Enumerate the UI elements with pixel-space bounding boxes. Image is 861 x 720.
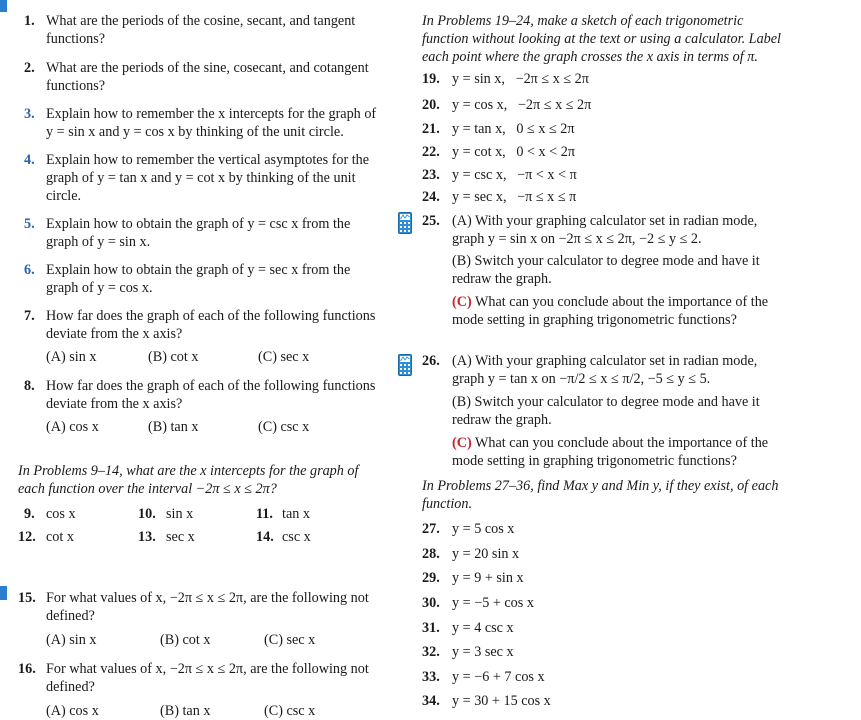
problem-number: 9. bbox=[24, 506, 35, 522]
problem-number: 16. bbox=[18, 661, 36, 677]
problem-text: Explain how to obtain the graph of y = csc x from the graph of y = sin x. bbox=[46, 216, 351, 250]
problem-text: For what values of x, −2π ≤ x ≤ 2π, are the following not defined? bbox=[46, 661, 369, 695]
problem-number: 15. bbox=[18, 590, 36, 606]
problem-text: sin x bbox=[166, 506, 194, 522]
part-c bbox=[452, 434, 788, 470]
problem-text: y = sec x, −π ≤ x ≤ π bbox=[452, 189, 577, 205]
problem-number: 5. bbox=[24, 216, 35, 232]
option-c: (C) sec x bbox=[264, 632, 316, 648]
problem-number: 3. bbox=[24, 106, 35, 122]
problem-text: y = 5 cos x bbox=[452, 521, 515, 537]
problem-text: y = cot x, 0 < x < 2π bbox=[452, 144, 575, 160]
part-c-text: What can you conclude about the importance of the mode setting in graphing trigonometric functions? bbox=[452, 294, 769, 328]
problem-text: y = 20 sin x bbox=[452, 546, 520, 562]
option-b: (B) tan x bbox=[160, 703, 211, 719]
problem-number: 33. bbox=[422, 669, 440, 685]
problem-text: y = cos x, −2π ≤ x ≤ 2π bbox=[452, 97, 592, 113]
problem-number: 30. bbox=[422, 595, 440, 611]
problem-number: 28. bbox=[422, 546, 440, 562]
margin-bar bbox=[0, 0, 7, 12]
option-b: (B) tan x bbox=[148, 419, 199, 435]
problem-text: csc x bbox=[282, 529, 311, 545]
problem-number: 19. bbox=[422, 71, 440, 87]
problem-number: 31. bbox=[422, 620, 440, 636]
option-c: (C) sec x bbox=[258, 349, 310, 365]
problem-number: 11. bbox=[256, 506, 273, 522]
problem-number: 27. bbox=[422, 521, 440, 537]
option-c: (C) csc x bbox=[258, 419, 310, 435]
problem-number: 25. bbox=[422, 213, 440, 229]
part-c-label: (C) bbox=[452, 294, 472, 310]
problem-text: For what values of x, −2π ≤ x ≤ 2π, are the following not defined? bbox=[46, 590, 369, 624]
part-b: (B) Switch your calculator to degree mode and have it redraw the graph. bbox=[452, 253, 760, 287]
calculator-icon bbox=[398, 354, 412, 376]
problem-text: y = 4 csc x bbox=[452, 620, 514, 636]
problem-text: How far does the graph of each of the following functions deviate from the x axis? bbox=[46, 308, 376, 342]
problem-number: 12. bbox=[18, 529, 36, 545]
problem-text: y = −5 + cos x bbox=[452, 595, 534, 611]
problem-number: 20. bbox=[422, 97, 440, 113]
part-c bbox=[452, 293, 788, 329]
problem-number: 14. bbox=[256, 529, 274, 545]
problem-number: 4. bbox=[24, 152, 35, 168]
problem-number: 23. bbox=[422, 167, 440, 183]
problem-text: sec x bbox=[166, 529, 195, 545]
problem-text: y = tan x, 0 ≤ x ≤ 2π bbox=[452, 121, 575, 137]
problem-number: 21. bbox=[422, 121, 440, 137]
problem-text: Explain how to remember the x intercepts for the graph of y = sin x and y = cos x by thinking of the unit circle. bbox=[46, 106, 377, 140]
problem-text: Explain how to obtain the graph of y = sec x from the graph of y = cos x. bbox=[46, 262, 351, 296]
problem-number: 8. bbox=[24, 378, 35, 394]
problem-text: How far does the graph of each of the following functions deviate from the x axis? bbox=[46, 378, 376, 412]
problem-number: 34. bbox=[422, 693, 440, 709]
option-c: (C) csc x bbox=[264, 703, 316, 719]
part-c-text: What can you conclude about the importance of the mode setting in graphing trigonometric functions? bbox=[452, 435, 769, 469]
section-intro: In Problems 27–36, find Max y and Min y, if they exist, of each function. bbox=[422, 478, 779, 512]
problem-text: cos x bbox=[46, 506, 76, 522]
part-a: (A) With your graphing calculator set in radian mode, graph y = tan x on −π/2 ≤ x ≤ π/2, −5 ≤ y ≤ 5. bbox=[452, 353, 758, 387]
part-b: (B) Switch your calculator to degree mode and have it redraw the graph. bbox=[452, 394, 760, 428]
problem-text: y = 30 + 15 cos x bbox=[452, 693, 551, 709]
problem-number: 13. bbox=[138, 529, 156, 545]
problem-number: 6. bbox=[24, 262, 35, 278]
problem-text: y = csc x, −π < x < π bbox=[452, 167, 577, 183]
problem-text: y = 3 sec x bbox=[452, 644, 514, 660]
section-intro: In Problems 9–14, what are the x intercepts for the graph of each function over the interval −2π ≤ x ≤ 2π? bbox=[18, 463, 359, 497]
problem-number: 32. bbox=[422, 644, 440, 660]
problem-number: 29. bbox=[422, 570, 440, 586]
problem-text: What are the periods of the cosine, secant, and tangent functions? bbox=[46, 13, 356, 47]
problem-text: y = −6 + 7 cos x bbox=[452, 669, 545, 685]
margin-bar bbox=[0, 586, 7, 600]
problem-number: 10. bbox=[138, 506, 156, 522]
problem-number: 7. bbox=[24, 308, 35, 324]
option-a: (A) cos x bbox=[46, 419, 99, 435]
option-a: (A) sin x bbox=[46, 349, 97, 365]
part-a: (A) With your graphing calculator set in radian mode, graph y = sin x on −2π ≤ x ≤ 2π, −2 ≤ y ≤ 2. bbox=[452, 213, 758, 247]
option-b: (B) cot x bbox=[160, 632, 211, 648]
problem-number: 26. bbox=[422, 353, 440, 369]
problem-text: What are the periods of the sine, cosecant, and cotangent functions? bbox=[46, 60, 369, 94]
problem-text: tan x bbox=[282, 506, 310, 522]
section-intro: In Problems 19–24, make a sketch of each trigonometric function without looking at the text or using a calculator. Label each point where the graph crosses the x axis in terms of π. bbox=[422, 13, 781, 65]
problem-number: 22. bbox=[422, 144, 440, 160]
problem-text: y = sin x, −2π ≤ x ≤ 2π bbox=[452, 71, 589, 87]
option-a: (A) sin x bbox=[46, 632, 97, 648]
problem-number: 1. bbox=[24, 13, 35, 29]
problem-text: Explain how to remember the vertical asymptotes for the graph of y = tan x and y = cot x by thinking of the unit circle. bbox=[46, 152, 370, 204]
calculator-icon bbox=[398, 212, 412, 234]
option-b: (B) cot x bbox=[148, 349, 199, 365]
option-a: (A) cos x bbox=[46, 703, 99, 719]
part-c-label: (C) bbox=[452, 435, 472, 451]
problem-text: cot x bbox=[46, 529, 74, 545]
problem-text: y = 9 + sin x bbox=[452, 570, 524, 586]
problem-number: 24. bbox=[422, 189, 440, 205]
problem-number: 2. bbox=[24, 60, 35, 76]
